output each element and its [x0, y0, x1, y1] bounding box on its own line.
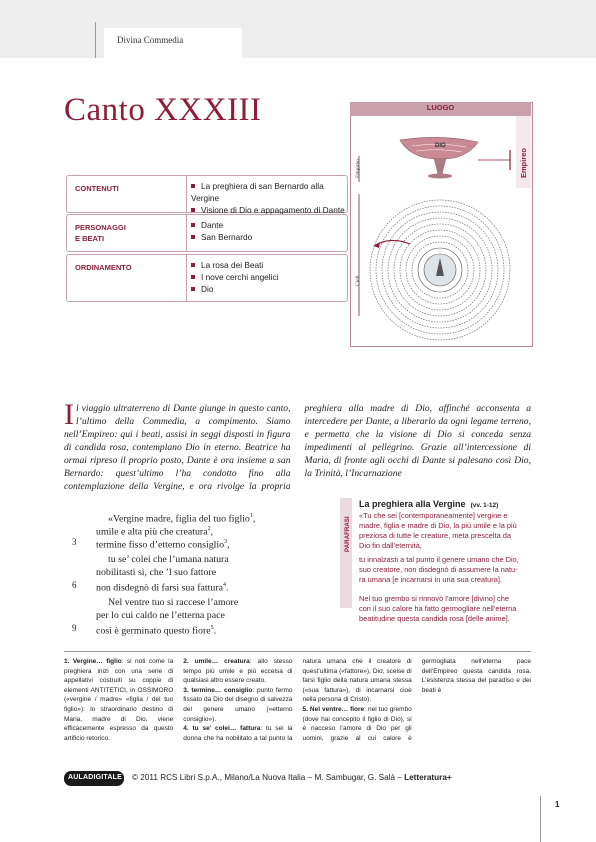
header-divider — [95, 22, 96, 58]
parafrasi-paragraph: tu innalzasti a tal punto il genere umano che Dio, suo creatore, non disdegnò di assumere la natu- ra umana [e incarnarsi in una sua creatura]. — [359, 555, 519, 584]
verse-line: Nel ventre tuo si raccese l’amore — [108, 597, 239, 608]
square-bullet-icon — [191, 208, 195, 212]
verse-line: non disdegnò di farsi sua fattura$^4$. — [96, 582, 229, 594]
canto-title: Canto XXXIII — [64, 92, 262, 128]
square-bullet-icon — [191, 184, 195, 188]
square-bullet-icon — [191, 287, 195, 291]
intro-text: Il viaggio ultraterreno di Dante giunge in questo canto, l’ultimo della Commedia, a compimento. Siamo nell’Empireo: qui i beati, assisi in seggi disposti in figura di candida rosa, contemplano Dio in eterno. Beatrice ha ormai ripreso il proprio posto, Dante è ora insieme a san Bernardo: quest’ultimo l’ha condotto fino alla contemplazione della Vergine, e ora rivolge la propria preghiera alla madre di Dio, affinché acconsenta a intercedere per Dante, a liberarlo da ogni legame terreno, e permetta che la visione di Dio si conceda senza impedimenti al pellegrino. Grazie all’intercessione di Maria, di fronte agli occhi di Dante si palesano così Dio, la Trinità, l’Incarnazione — [64, 398, 531, 492]
square-bullet-icon — [191, 235, 195, 239]
parafrasi-title: La preghiera alla Vergine (vv. 1-12) — [359, 499, 499, 509]
empireo-side-label: Empireo — [355, 159, 361, 178]
list-item: San Bernardo — [191, 231, 252, 243]
footnotes — [64, 657, 531, 743]
info-box-divider — [186, 215, 187, 251]
notes-divider — [64, 651, 531, 652]
auladigitale-logo-text: AULADIGITALE — [68, 774, 122, 781]
page-number: 1 — [555, 800, 560, 809]
square-bullet-icon — [191, 275, 195, 279]
dio-label: DIO — [435, 143, 446, 149]
verse-line: tu se’ colei che l’umana natura — [108, 554, 229, 565]
footer-copyright: © 2011 RCS Libri S.p.A., Milano/La Nuova Italia – M. Sambugar, G. Salà – Letteratura+ — [132, 773, 452, 782]
list-item: Visione di Dio e appagamento di Dante — [191, 204, 347, 216]
drop-cap: I — [64, 398, 74, 431]
verse-line: nobilitasti sì, che ’l suo fattore — [96, 567, 217, 578]
parafrasi-paragraph: «Tu che sei [contemporaneamente] vergine e madre, figlia e madre di Dio, la più umile e la più preziosa di tutte le creature, meta prescelta da Dio fin dall’eternità, — [359, 511, 517, 550]
verse-number: 6 — [72, 580, 77, 590]
cieli-side-label: Cieli — [355, 275, 361, 286]
list-item: I nove cerchi angelici — [191, 271, 278, 283]
footnote: 3. termine… consiglio: punto fermo fissato da Dio del disegno di salvezza del genere umano («etterno consiglio»). — [183, 686, 293, 723]
info-box-contenuti — [66, 175, 348, 213]
cosmos-diagram — [350, 116, 531, 345]
verse-line: termine fisso d’etterno consiglio$^3$, — [96, 539, 230, 551]
verse-number: 3 — [72, 537, 77, 547]
info-box-label: PERSONAGGI E BEATI — [75, 223, 126, 243]
svg-text:PARAFRASI: PARAFRASI — [344, 516, 351, 552]
info-box-label: CONTENUTI — [75, 184, 119, 193]
parafrasi-label — [340, 498, 352, 558]
list-item: La rosa dei Beati — [191, 259, 278, 271]
info-box-divider — [186, 255, 187, 301]
luogo-label: LUOGO — [426, 103, 455, 112]
square-bullet-icon — [191, 263, 195, 267]
square-bullet-icon — [191, 223, 195, 227]
footnote: 1. Vergine… figlio: si noti come la preghiera inizi con una serie di appellativi costruiti su coppie di elementi ANTITETICI, in OSSIMORO («vergine / madre» «figlia / del tuo figlio»): lo straordinario destino di Maria, madre di Dio, viene efficacemente espresso da questo artificio retorico. — [64, 658, 174, 742]
footnote: 5. Nel ventre… fiore: nel tuo grembo (dove hai concepito il figlio di Dio), si è riacceso l’amore di Dio per gli uomini, grazie al cui calore è germogliata nell’eterna pace dell’Empireo questa candida rosa. L’esistenza stessa del paradiso e dei beati è — [302, 658, 531, 742]
list-item: La preghiera di san Bernardo alla Vergine — [191, 181, 324, 203]
parafrasi-paragraph: Nel tuo grembo si rinnovò l’amore [divino] che con il suo calore ha fatto germogliare nell’eterna beatitudine questa candida rosa [delle anime]. — [359, 594, 517, 623]
verse-line: umile e alta più che creatura$^2$, — [96, 526, 214, 538]
info-box-personaggi — [66, 214, 348, 252]
page-header-band — [0, 0, 596, 58]
footnote: 2. umile… creatura: allo stesso tempo più umile e più eccelsa di qualsiasi altro essere creato. — [183, 658, 293, 685]
verse-line: per lo cui caldo ne l’etterna pace — [96, 610, 225, 621]
verse-line: «Vergine madre, figlia del tuo figlio$^1$, — [108, 513, 256, 525]
page-number-divider — [540, 796, 541, 842]
running-title: Divina Commedia — [117, 35, 184, 45]
info-box-label: ORDINAMENTO — [75, 263, 132, 272]
footnote: 4. tu se’ colei… fattura: tu sei la donna che ha nobilitato a tal punto la natura umana che il creatore di quest’ultima («fattore»), Dio, scelse di farsi figlio della natura umana stessa («sua fattura»), di incarnarsi cioè nella persona di Cristo). — [183, 658, 412, 742]
empireo-band-label: Empireo — [519, 147, 528, 178]
list-item: Dio — [191, 283, 278, 295]
info-box-list — [191, 259, 278, 295]
info-box-list — [191, 219, 252, 243]
info-box-divider — [186, 176, 187, 212]
verse-number: 9 — [72, 623, 77, 633]
info-box-list — [191, 180, 347, 216]
list-item: Dante — [191, 219, 252, 231]
verse-line: così è germinato questo fiore$^5$. — [96, 625, 217, 637]
info-box-ordinamento — [66, 254, 348, 302]
